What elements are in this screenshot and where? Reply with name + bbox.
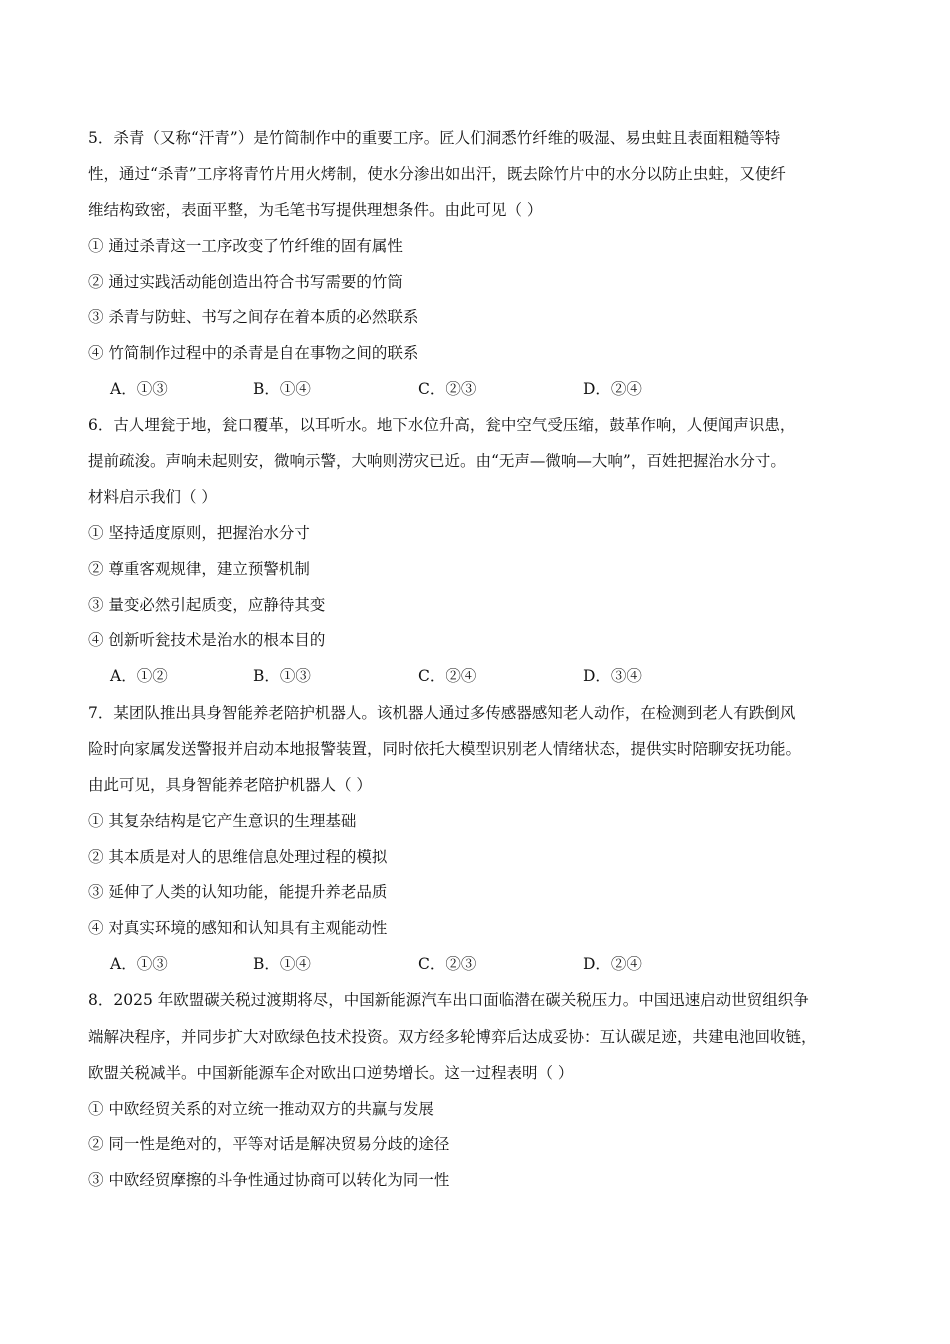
q8-statement-3: ③ 中欧经贸摩擦的斗争性通过协商可以转化为同一性 <box>88 1171 450 1189</box>
q5-stem-line-2: 性，通过“杀青”工序将青竹片用火烤制，使水分渗出如出汗，既去除竹片中的水分以防止虫蛀，又使纤 <box>88 165 786 183</box>
q6-option-b: B．①③ <box>253 667 311 685</box>
q6-stem-line-3: 材料启示我们（ ） <box>88 488 217 506</box>
q7-option-d: D．②④ <box>583 955 642 973</box>
q5-stem-line-1: 5．杀青（又称“汗青”）是竹简制作中的重要工序。匠人们洞悉竹纤维的吸湿、易虫蛀且表面粗糙等特 <box>88 129 781 147</box>
q5-stem-line-3: 维结构致密，表面平整，为毛笔书写提供理想条件。由此可见（ ） <box>88 201 543 219</box>
q5-statement-4: ④ 竹简制作过程中的杀青是自在事物之间的联系 <box>88 344 419 362</box>
q7-statement-3: ③ 延伸了人类的认知功能，能提升养老品质 <box>88 883 388 901</box>
q6-option-d: D．③④ <box>583 667 642 685</box>
q5-statement-1: ① 通过杀青这一工序改变了竹纤维的固有属性 <box>88 237 403 255</box>
q6-stem-line-2: 提前疏浚。声响未起则安，微响示警，大响则涝灾已近。由“无声—微响—大响”，百姓把握治水分寸。 <box>88 452 786 470</box>
q6-statement-4: ④ 创新听瓮技术是治水的根本目的 <box>88 631 326 649</box>
q8-statement-2: ② 同一性是绝对的，平等对话是解决贸易分歧的途径 <box>88 1135 450 1153</box>
q7-option-b: B．①④ <box>253 955 311 973</box>
q7-statement-1: ① 其复杂结构是它产生意识的生理基础 <box>88 812 357 830</box>
q8-stem-line-1: 8．2025 年欧盟碳关税过渡期将尽，中国新能源汽车出口面临潜在碳关税压力。中国迅速启动世贸组织争 <box>88 991 809 1009</box>
q5-option-c: C．②③ <box>418 380 477 398</box>
q6-stem-line-1: 6．古人埋瓮于地，瓮口覆革，以耳听水。地下水位升高，瓮中空气受压缩，鼓革作响，人便闻声识患， <box>88 416 796 434</box>
q5-statement-3: ③ 杀青与防蛀、书写之间存在着本质的必然联系 <box>88 308 419 326</box>
q6-option-a: A．①② <box>110 667 168 685</box>
q7-stem-line-3: 由此可见，具身智能养老陪护机器人（ ） <box>88 776 372 794</box>
q5-option-d: D．②④ <box>583 380 642 398</box>
q5-option-a: A．①③ <box>110 380 168 398</box>
q7-statement-2: ② 其本质是对人的思维信息处理过程的模拟 <box>88 848 388 866</box>
q7-option-a: A．①③ <box>110 955 168 973</box>
q7-stem-line-2: 险时向家属发送警报并启动本地报警装置，同时依托大模型识别老人情绪状态，提供实时陪聊安抚功能。 <box>88 740 802 758</box>
q6-statement-1: ① 坚持适度原则，把握治水分寸 <box>88 524 310 542</box>
q8-stem-line-2: 端解决程序，并同步扩大对欧绿色技术投资。双方经多轮博弈后达成妥协：互认碳足迹，共建电池回收链， <box>88 1028 817 1046</box>
q8-stem-line-3: 欧盟关税减半。中国新能源车企对欧出口逆势增长。这一过程表明（ ） <box>88 1064 574 1082</box>
q7-stem-line-1: 7．某团队推出具身智能养老陪护机器人。该机器人通过多传感器感知老人动作，在检测到老人有跌倒风 <box>88 704 796 722</box>
q5-statement-2: ② 通过实践活动能创造出符合书写需要的竹筒 <box>88 273 403 291</box>
q5-option-b: B．①④ <box>253 380 311 398</box>
q7-statement-4: ④ 对真实环境的感知和认知具有主观能动性 <box>88 919 388 937</box>
q6-statement-2: ② 尊重客观规律，建立预警机制 <box>88 560 310 578</box>
q8-statement-1: ① 中欧经贸关系的对立统一推动双方的共赢与发展 <box>88 1100 434 1118</box>
q6-statement-3: ③ 量变必然引起质变，应静待其变 <box>88 596 326 614</box>
q7-option-c: C．②③ <box>418 955 477 973</box>
q6-option-c: C．②④ <box>418 667 477 685</box>
